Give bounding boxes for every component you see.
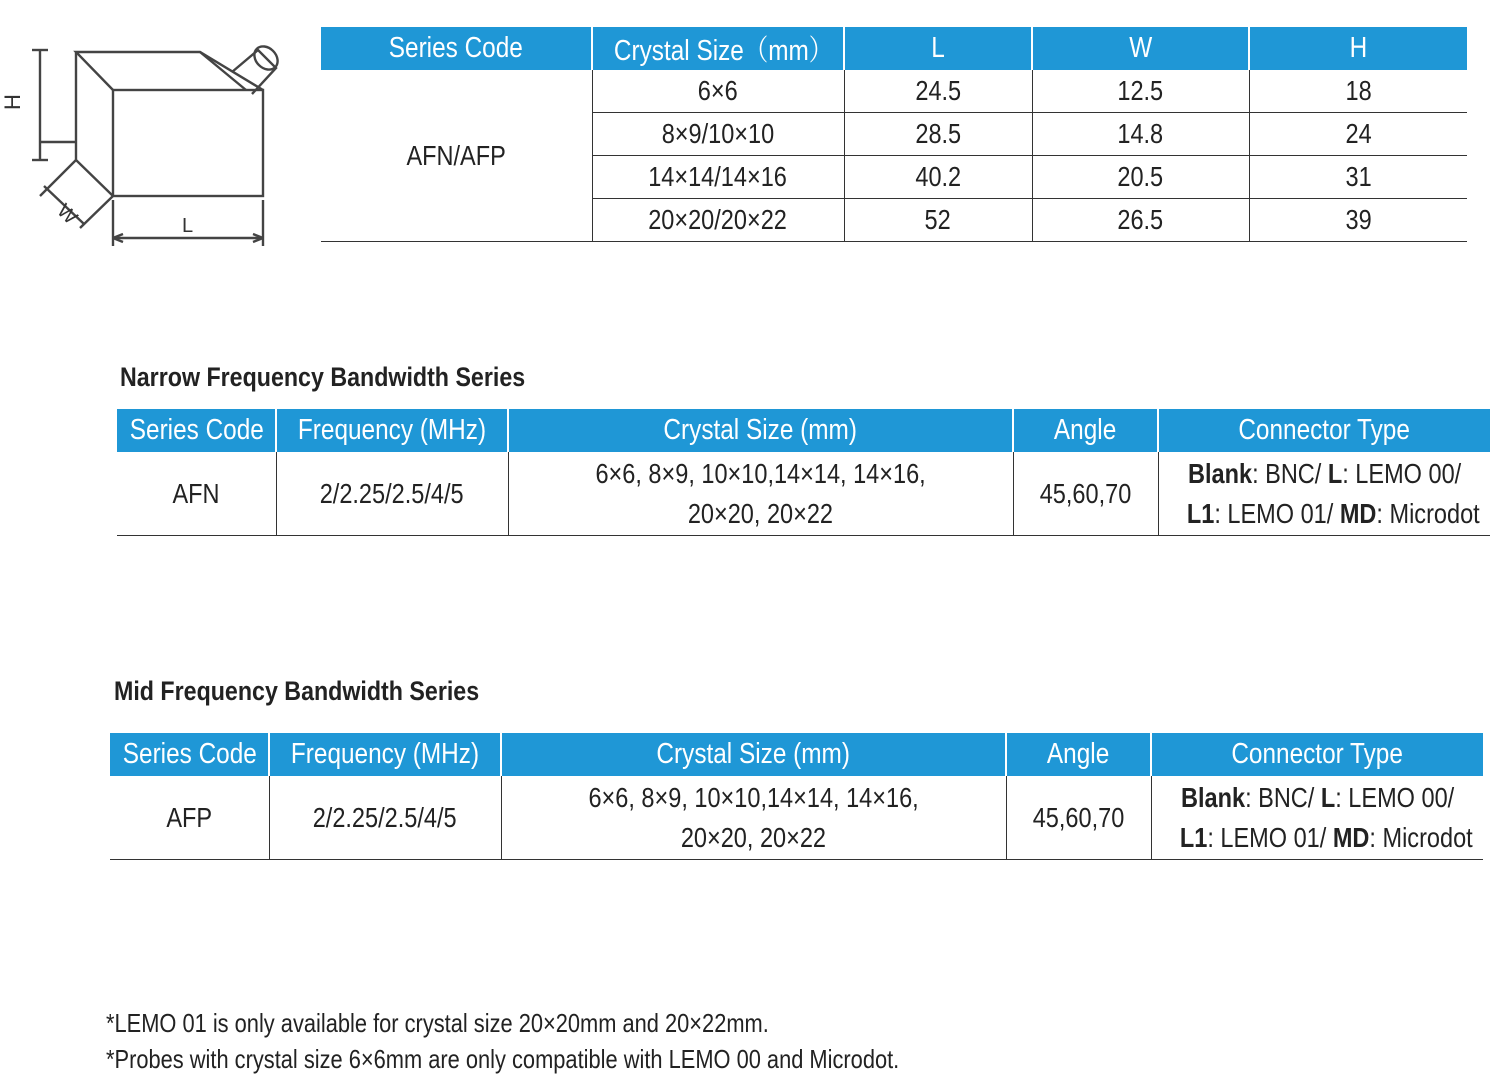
table-row — [110, 776, 1483, 860]
angle-cell: 45,60,70 — [1006, 776, 1151, 860]
header-crystal-size: Crystal Size (mm) — [508, 409, 1013, 452]
h-cell: 31 — [1249, 156, 1467, 199]
header-crystal-size: Crystal Size（mm） — [592, 27, 844, 70]
l-cell: 28.5 — [844, 113, 1032, 156]
h-cell: 39 — [1249, 199, 1467, 242]
connector-type-cell: Blank: BNC/ L: LEMO 00/ L1: LEMO 01/ MD: Microdot — [1151, 776, 1483, 860]
angle-cell: 45,60,70 — [1013, 452, 1158, 536]
w-cell: 20.5 — [1032, 156, 1249, 199]
w-cell: 26.5 — [1032, 199, 1249, 242]
narrow-series-table — [117, 409, 1490, 536]
header-w: W — [1032, 27, 1249, 70]
header-l: L — [844, 27, 1032, 70]
crystal-size-cell: 14×14/14×16 — [592, 156, 844, 199]
diagram-label-l: L — [182, 215, 194, 237]
l-cell: 24.5 — [844, 70, 1032, 113]
header-h: H — [1249, 27, 1467, 70]
table-row — [117, 452, 1490, 536]
series-code-cell: AFP — [110, 776, 269, 860]
header-series-code: Series Code — [321, 27, 592, 70]
series-code-cell: AFN — [117, 452, 276, 536]
header-series-code: Series Code — [110, 733, 269, 776]
dimensions-table — [321, 27, 1467, 242]
frequency-cell: 2/2.25/2.5/4/5 — [276, 452, 508, 536]
w-cell: 14.8 — [1032, 113, 1249, 156]
header-connector-type: Connector Type — [1151, 733, 1483, 776]
table-row — [321, 70, 1467, 113]
header-angle: Angle — [1013, 409, 1158, 452]
crystal-size-cell: 6×6 — [592, 70, 844, 113]
header-frequency: Frequency (MHz) — [269, 733, 501, 776]
narrow-header-row — [117, 409, 1490, 452]
connector-type-cell: Blank: BNC/ L: LEMO 00/ L1: LEMO 01/ MD: Microdot — [1158, 452, 1490, 536]
header-frequency: Frequency (MHz) — [276, 409, 508, 452]
h-cell: 24 — [1249, 113, 1467, 156]
dimensions-header-row — [321, 27, 1467, 70]
header-crystal-size: Crystal Size (mm) — [501, 733, 1006, 776]
probe-dimension-diagram — [0, 10, 310, 260]
header-series-code: Series Code — [117, 409, 276, 452]
header-connector-type: Connector Type — [1158, 409, 1490, 452]
narrow-series-title: Narrow Frequency Bandwidth Series — [120, 362, 526, 392]
frequency-cell: 2/2.25/2.5/4/5 — [269, 776, 501, 860]
footnote-crystal-6x6: *Probes with crystal size 6×6mm are only compatible with LEMO 00 and Microdot. — [106, 1044, 900, 1074]
diagram-label-h: H — [0, 94, 25, 110]
footnote-lemo01: *LEMO 01 is only available for crystal size 20×20mm and 20×22mm. — [106, 1008, 769, 1038]
series-code-cell: AFN/AFP — [321, 70, 592, 242]
mid-series-title: Mid Frequency Bandwidth Series — [114, 676, 480, 706]
crystal-size-cell: 6×6, 8×9, 10×10,14×14, 14×16, 20×20, 20×22 — [508, 452, 1013, 536]
h-cell: 18 — [1249, 70, 1467, 113]
crystal-size-cell: 20×20/20×22 — [592, 199, 844, 242]
w-cell: 12.5 — [1032, 70, 1249, 113]
crystal-size-cell: 8×9/10×10 — [592, 113, 844, 156]
header-angle: Angle — [1006, 733, 1151, 776]
crystal-size-cell: 6×6, 8×9, 10×10,14×14, 14×16, 20×20, 20×22 — [501, 776, 1006, 860]
l-cell: 40.2 — [844, 156, 1032, 199]
mid-header-row — [110, 733, 1483, 776]
mid-series-table — [110, 733, 1483, 860]
l-cell: 52 — [844, 199, 1032, 242]
diagram-label-w: W — [52, 199, 82, 229]
